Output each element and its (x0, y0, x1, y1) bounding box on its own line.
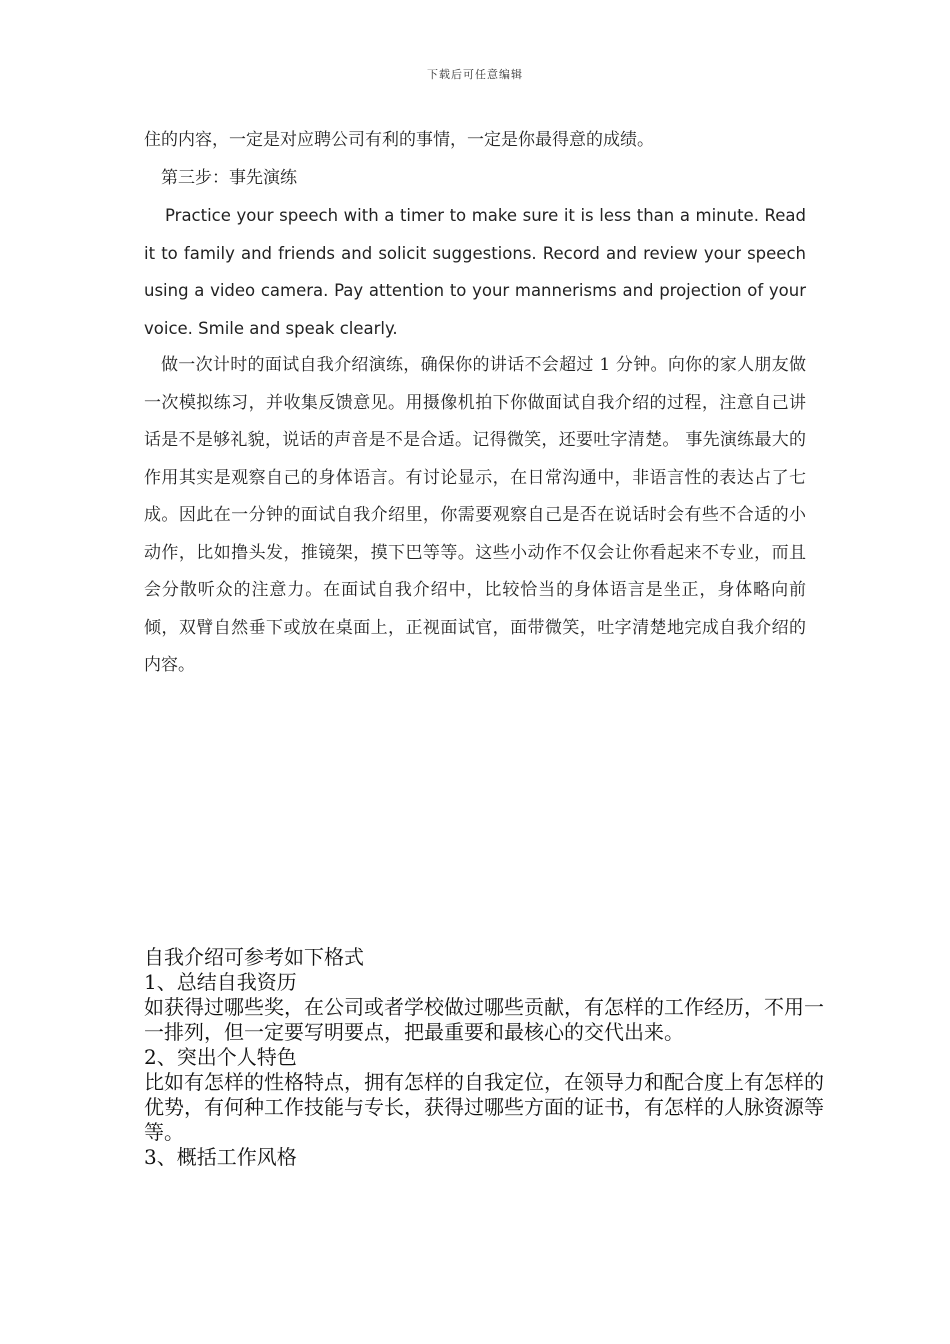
item1-text: 如获得过哪些奖，在公司或者学校做过哪些贡献，有怎样的工作经历，不用一一排列，但一定要写明要点，把最重要和最核心的交代出来。 (144, 995, 824, 1044)
item2-heading: 2、突出个人特色 (144, 1045, 297, 1069)
english-paragraph: Practice your speech with a timer to make sure it is less than a minute. Read it to family and friends and solicit suggestions. Record and review your speech using a video camera. Pay attention to your mannerisms and projection of your voice. Smile and speak clearly. (144, 206, 806, 338)
item3-heading: 3、概括工作风格 (144, 1145, 297, 1169)
format-section-title: 自我介绍可参考如下格式 (144, 945, 364, 969)
item2-text: 比如有怎样的性格特点，拥有怎样的自我定位，在领导力和配合度上有怎样的优势，有何种工作技能与专长，获得过哪些方面的证书，有怎样的人脉资源等等。 (144, 1070, 824, 1144)
main-body (144, 122, 806, 685)
paragraph-continuation: 住的内容，一定是对应聘公司有利的事情，一定是你最得意的成绩。 (144, 130, 654, 150)
step-three-heading: 第三步：事先演练 (161, 167, 297, 188)
format-section (144, 945, 834, 1170)
item1-heading: 1、总结自我资历 (144, 970, 297, 994)
practice-paragraph: 做一次计时的面试自我介绍演练，确保你的讲话不会超过 1 分钟。向你的家人朋友做一次模拟练习，并收集反馈意见。用摄像机拍下你做面试自我介绍的过程，注意自己讲话是不是够礼貌，说话的声音是不是合适。记得微笑，还要吐字清楚。 事先演练最大的作用其实是观察自己的身体语言。有讨论显示，在日常沟通中，非语言性的表达占了七成。因此在一分钟的面试自我介绍里，你需要观察自己是否在说话时会有些不合适的小动作，比如撸头发，推镜架，摸下巴等等。这些小动作不仅会让你看起来不专业，而且会分散听众的注意力。在面试自我介绍中，比较恰当的身体语言是坐正，身体略向前倾，双臂自然垂下或放在桌面上，正视面试官，面带微笑，吐字清楚地完成自我介绍的内容。 (144, 355, 806, 675)
page-header-note: 下载后可任意编辑 (427, 68, 523, 81)
